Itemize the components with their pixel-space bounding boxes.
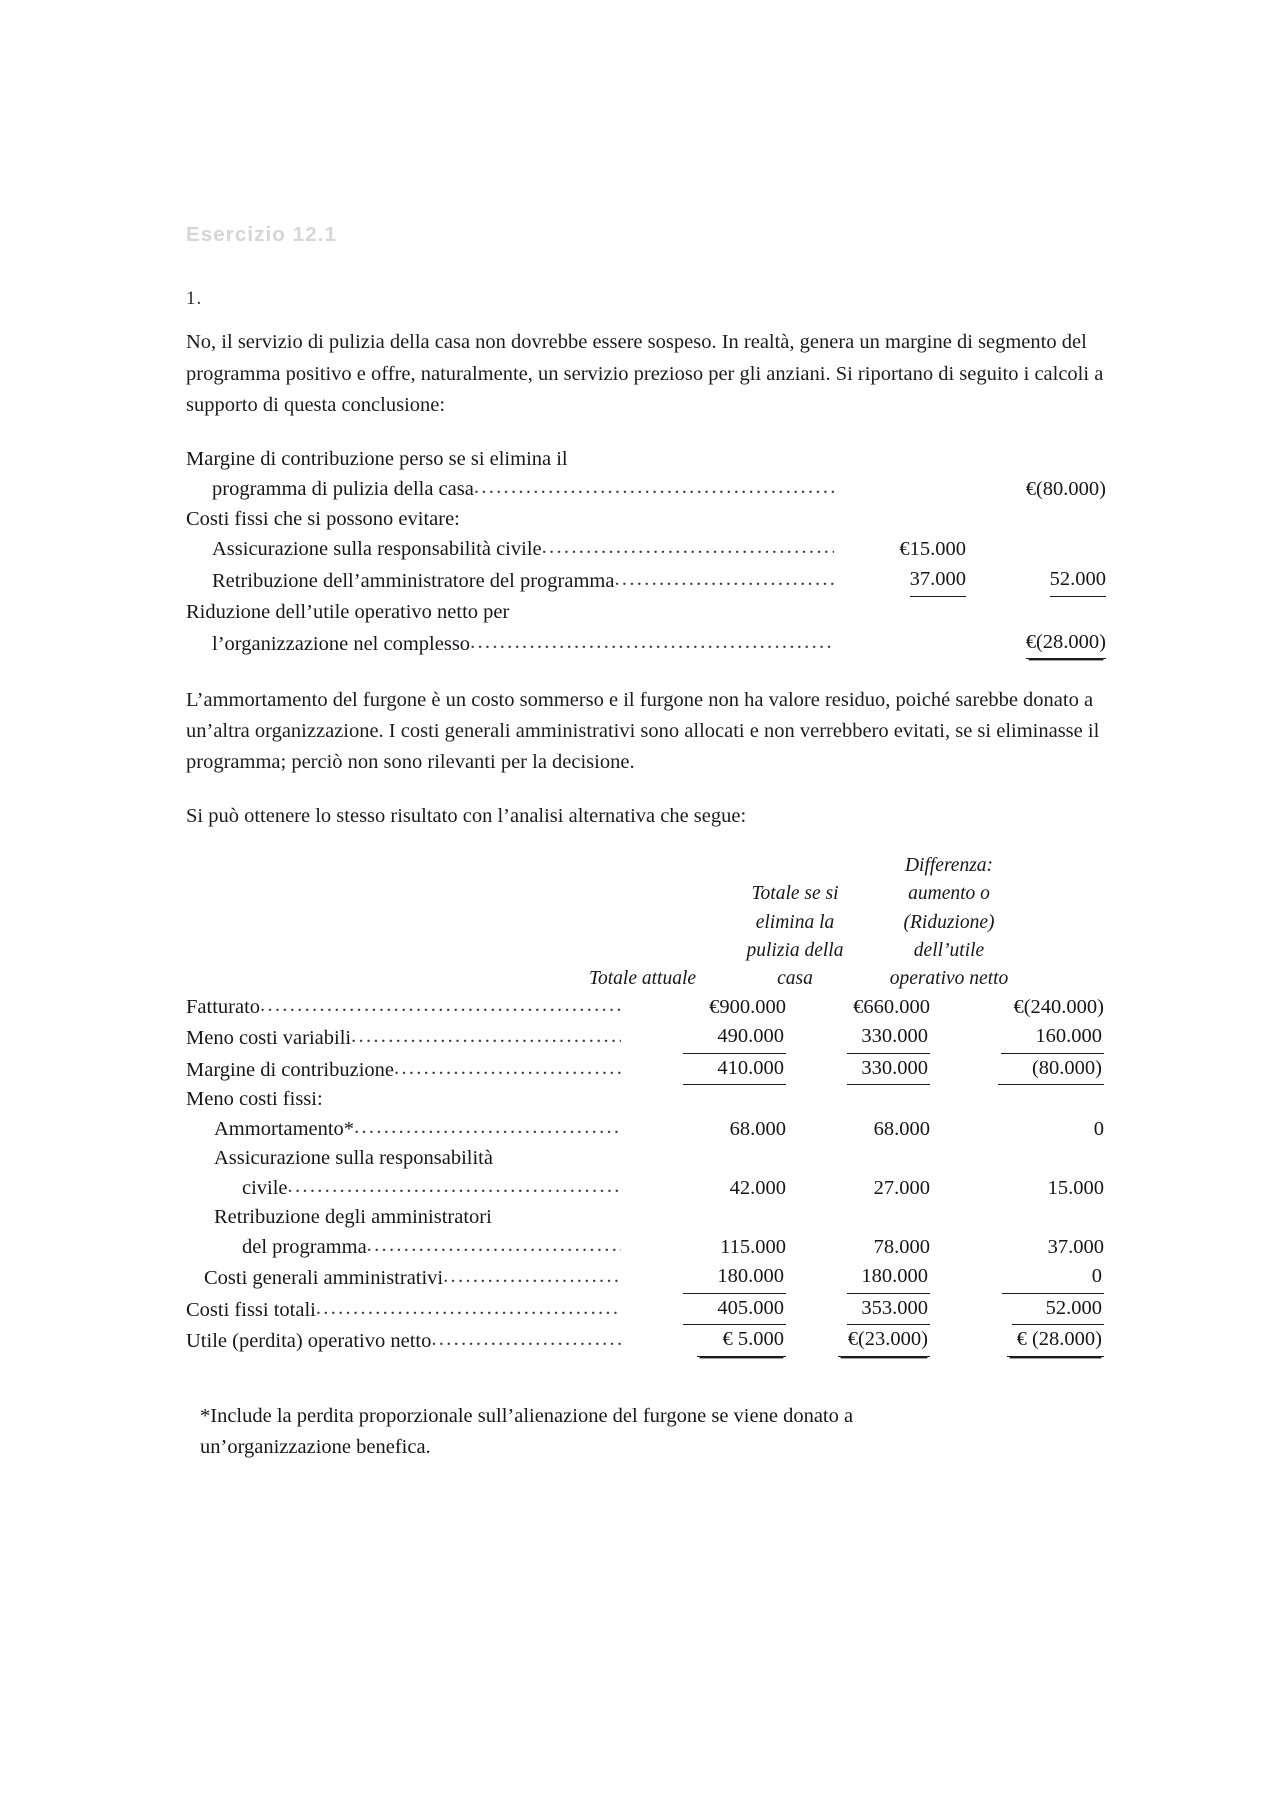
footnote [186,1401,1106,1463]
row-value-col-3 [936,1022,1106,1054]
row-value-col-3: €(240.000) [1013,995,1104,1018]
table-row [186,1144,1106,1174]
row-value-col-b [966,627,1106,659]
row-label: Assicurazione sulla responsabilità civile [212,538,542,561]
row-value-col-1 [621,1022,790,1054]
row-label: Utile (perdita) operativo netto [186,1330,432,1353]
row-label: Retribuzione degli amministratori [214,1206,492,1229]
schedule-1-row [186,444,1106,474]
row-value-col-a [834,564,966,596]
table-row [186,1085,1106,1115]
question-number: 1. [186,287,203,309]
leader-dots [367,1231,621,1261]
underlined-value: 353.000 [847,1294,930,1326]
header-col-2-line-4: casa [777,967,813,989]
table-row [186,1022,1106,1054]
double-underlined-value: € (28.000) [1007,1325,1104,1357]
schedule-1 [186,444,1106,659]
row-value-col-2: €660.000 [853,995,930,1018]
row-label: civile [242,1176,288,1199]
row-value-col-2 [790,1325,936,1357]
row-label: Fatturato [186,995,261,1018]
row-value-col-2: 78.000 [873,1235,930,1258]
header-col-3-line-1: Differenza: [904,855,994,877]
schedule-1-row [186,474,1106,504]
row-value-col-2 [790,1054,936,1086]
row-label: del programma [242,1235,367,1258]
leader-dots [542,532,834,562]
row-value-col-a: €15.000 [899,538,966,561]
row-value-col-1: 115.000 [720,1235,786,1258]
row-value-col-1: 42.000 [729,1176,786,1199]
leader-dots [394,1054,621,1084]
schedule-2-header [186,852,1106,992]
exercise-title: Esercizio 12.1 [186,223,338,246]
underlined-value: 52.000 [1050,564,1106,596]
row-value-col-1: €900.000 [709,995,786,1018]
row-label: programma di pulizia della casa [212,478,474,501]
header-col-3-line-3: (Riduzione) [903,911,995,933]
underlined-value: 330.000 [847,1054,930,1086]
double-underlined-value: € 5.000 [697,1325,787,1357]
schedule-1-row [186,534,1106,564]
table-row [186,1203,1106,1233]
leader-dots [260,991,621,1021]
row-label: Riduzione dell’utile operativo netto per [186,600,510,623]
underlined-value: 405.000 [683,1294,786,1326]
row-value-col-2: 68.000 [873,1117,930,1140]
leader-dots [470,627,834,657]
row-value-col-3: 37.000 [1047,1235,1104,1258]
schedule-2 [186,852,1106,1357]
leader-dots [316,1294,621,1324]
header-col-3-line-4: dell’utile [913,939,985,961]
row-value-col-1: 68.000 [729,1117,786,1140]
table-row [186,1174,1106,1204]
row-label: Meno costi variabili [186,1027,352,1050]
row-label: Retribuzione dell’amministratore del programma [212,570,615,593]
underlined-value: 180.000 [847,1262,930,1294]
row-value-col-1 [621,1294,790,1326]
leader-dots [351,1022,621,1052]
leader-dots [431,1325,621,1355]
row-value-col-2 [790,1262,936,1294]
header-col-2 [725,880,865,992]
table-row [186,1325,1106,1357]
leader-dots [443,1262,621,1292]
underlined-value: 410.000 [683,1054,786,1086]
answer-paragraph-1: No, il servizio di pulizia della casa non dovrebbe essere sospeso. In realtà, genera un margine di segmento del programma positivo e offre, naturalmente, un servizio prezioso per gli anziani. Si riportano di seguito i calcoli a supporto di questa conclusione: [186,331,1104,416]
row-value-col-3: 15.000 [1047,1176,1104,1199]
row-label: Ammortamento* [214,1117,355,1140]
footnote-line-1: *Include la perdita proporzionale sull’alienazione del furgone se viene donato a [200,1404,854,1427]
header-col-2-line-3: pulizia della [746,939,844,961]
underlined-value: 52.000 [1012,1294,1104,1326]
schedule-1-row [186,564,1106,596]
leader-dots [288,1172,621,1202]
row-label: Costi fissi che si possono evitare: [186,508,460,531]
underlined-value: 37.000 [910,564,966,596]
header-col-3-line-2: aumento o [908,883,990,905]
document-content [186,224,1106,1462]
underlined-value: 180.000 [683,1262,786,1294]
row-label: Costi generali amministrativi [204,1267,444,1290]
table-row [186,1115,1106,1145]
double-underlined-value: €(28.000) [1026,627,1106,659]
schedule-1-row [186,504,1106,534]
underlined-value: 160.000 [1001,1022,1104,1054]
row-value-col-1 [621,1054,790,1086]
header-col-2-line-1: Totale se si [751,883,839,905]
row-value-col-1 [621,1325,790,1357]
footnote-line-2: un’organizzazione benefica. [200,1435,431,1458]
row-label: Assicurazione sulla responsabilità [214,1147,493,1170]
answer-paragraph-3: Si può ottenere lo stesso risultato con l’analisi alternativa che segue: [186,805,747,828]
leader-dots [474,472,834,502]
row-label: Margine di contribuzione perso se si elimina il [186,447,568,470]
underlined-value: (80.000) [998,1054,1104,1086]
answer-paragraph-2: L’ammortamento del furgone è un costo sommerso e il furgone non ha valore residuo, poiché sarebbe donato a un’altra organizzazione. I costi generali amministrativi sono allocati e non verrebbero evitati, se si eliminasse il programma; perciò non sono rilevanti per la decisione. [186,688,1100,774]
row-label: Meno costi fissi: [186,1088,323,1111]
row-value-col-3: 0 [1093,1117,1104,1140]
table-row [186,1054,1106,1086]
leader-dots [614,564,834,594]
table-row [186,1262,1106,1294]
row-label: Costi fissi totali [186,1298,316,1321]
header-col-2-line-2: elimina la [755,911,835,933]
row-value-col-3 [936,1325,1106,1357]
header-col-1-line-1: Totale attuale [588,967,697,989]
row-value-col-1 [621,1262,790,1294]
row-label: Margine di contribuzione [186,1058,394,1081]
row-value-col-2 [790,1022,936,1054]
underlined-value: 490.000 [683,1022,786,1054]
header-col-3 [865,852,1033,992]
row-value-col-2: 27.000 [873,1176,930,1199]
row-value-col-3 [936,1054,1106,1086]
double-underlined-value: €(23.000) [838,1325,930,1357]
table-row [186,993,1106,1023]
schedule-1-row [186,627,1106,659]
leader-dots [354,1113,621,1143]
row-label: l’organizzazione nel complesso [212,632,471,655]
row-value-col-3 [936,1262,1106,1294]
row-value-col-2 [790,1294,936,1326]
table-row [186,1233,1106,1263]
table-row [186,1294,1106,1326]
underlined-value: 0 [1002,1262,1104,1294]
row-value-col-3 [936,1294,1106,1326]
header-col-1 [560,965,725,993]
row-value-col-b: €(80.000) [1025,478,1106,501]
row-value-col-b [966,564,1106,596]
schedule-1-row [186,597,1106,627]
underlined-value: 330.000 [847,1022,930,1054]
header-col-3-line-5: operativo netto [889,967,1009,989]
